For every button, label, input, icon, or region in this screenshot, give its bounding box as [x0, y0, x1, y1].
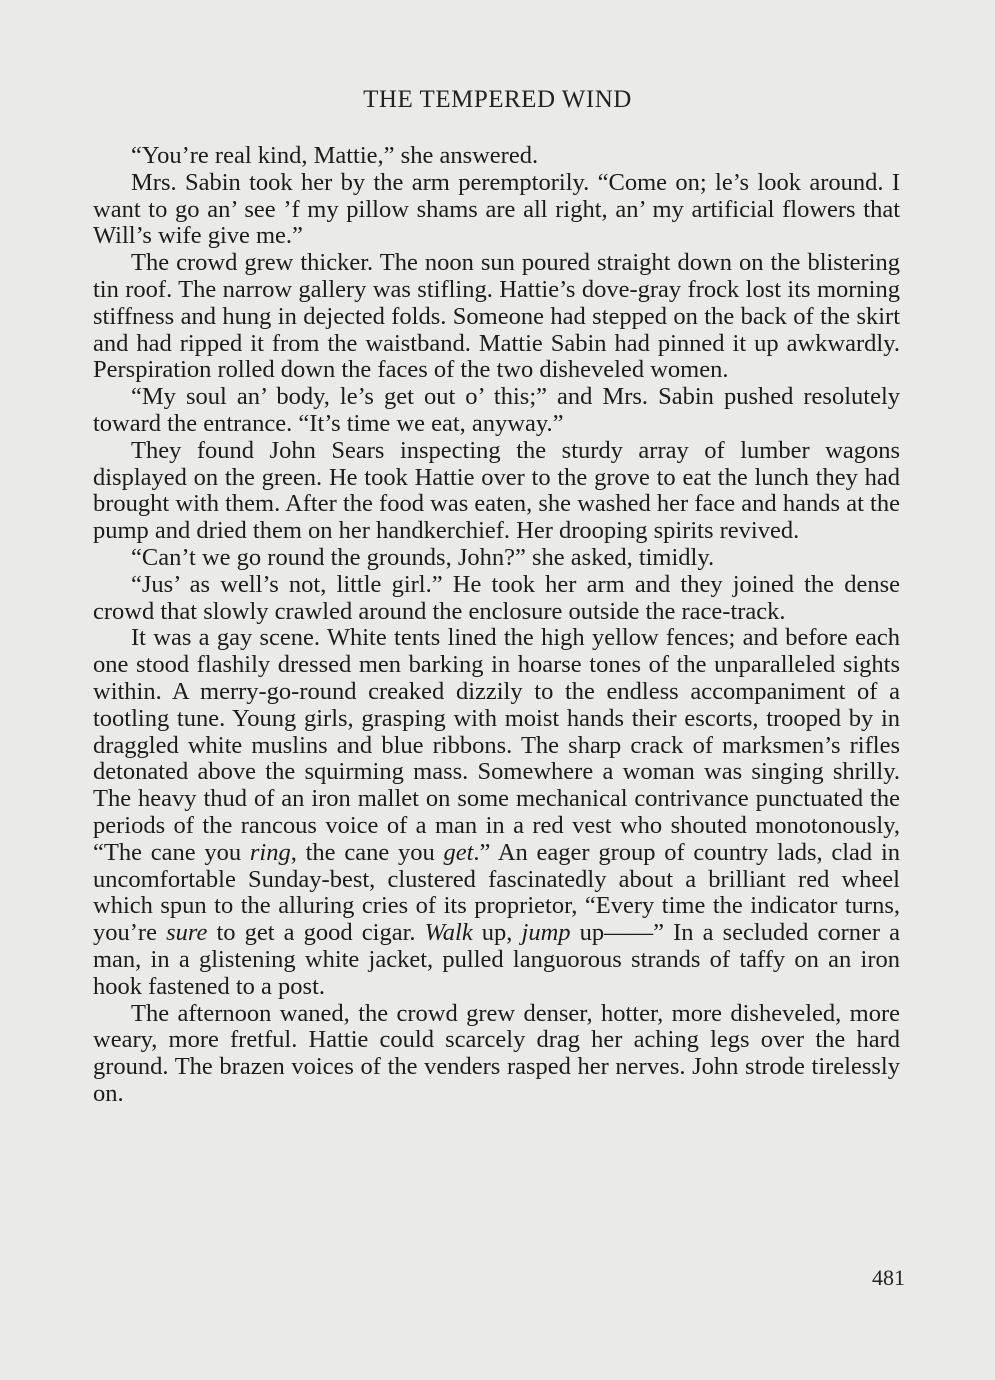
paragraph-8-italic-ring: ring — [249, 838, 291, 866]
paragraph-5: They found John Sears inspecting the sturdy array of lumber wagons displayed on the green. He took Hattie over to the grove to eat the lunch they had brought with them. After the food was eaten, she washed her face and hands at the pump and dried them on her handkerchief. Her drooping spirits revived. — [93, 436, 900, 545]
paragraph-8-italic-walk: Walk — [424, 919, 473, 947]
paragraph-7: “Jus’ as well’s not, little girl.” He took her arm and they joined the dense crowd that slowly crawled around the enclosure outside the race-track. — [93, 570, 900, 625]
paragraph-1: “You’re real kind, Mattie,” she answered. — [131, 142, 539, 169]
paragraph-8-text-6: up——” In a secluded corner a man, in a glistening white jacket, pulled languorous strands of taffy on an iron hook fastened to a post. — [93, 919, 901, 1000]
paragraph-8-text-3: .” An eager group of country lads, clad in uncomfortable Sunday-best, clustered fascinatedly about a brilliant red wheel which spun to the alluring cries of its proprietor, “Every time the indicator turns, you’re — [93, 838, 900, 947]
running-title: THE TEMPERED WIND — [363, 86, 632, 113]
paragraph-8-italic-sure: sure — [166, 919, 208, 947]
paragraph-8-text-5: up, — [472, 919, 522, 947]
paragraph-9: The afternoon waned, the crowd grew denser, hotter, more disheveled, more weary, more fretful. Hattie could scarcely drag her aching legs over the hard ground. The brazen voices of the venders rasped her nerves. John strode tirelessly on. — [93, 999, 900, 1107]
paragraph-2: Mrs. Sabin took her by the arm peremptorily. “Come on; le’s look around. I want to go an’ see ’f my pillow shams are all right, an’ my artificial flowers that Will’s wife give me.” — [93, 168, 900, 250]
paragraph-4: “My soul an’ body, le’s get out o’ this;” and Mrs. Sabin pushed resolutely toward the entrance. “It’s time we eat, anyway.” — [93, 383, 900, 437]
paragraph-8-text-1: It was a gay scene. White tents lined the high yellow fences; and before each one stood flashily dressed men barking in hoarse tones of the unparalleled sights within. A merry-go-round creaked dizzily to the endless accompaniment of a tootling tune. Young girls, grasping with moist hands their escorts, trooped by in draggled white muslins and blue ribbons. The sharp crack of marksmen’s rifles detonated above the squirming mass. Somewhere a woman was singing shrilly. The heavy thud of an iron mallet on some mechanical contrivance punctuated the periods of the rancous voice of a man in a red vest who shouted monotonously, “The cane you — [93, 624, 900, 866]
page-number: 481 — [872, 1265, 905, 1290]
body-text — [93, 143, 900, 1108]
paragraph-8-italic-jump: jump — [521, 919, 571, 947]
paragraph-8-text-2: , the cane you — [290, 838, 444, 866]
paragraph-3: The crowd grew thicker. The noon sun poured straight down on the blistering tin roof. The narrow gallery was stifling. Hattie’s dove-gray frock lost its morning stiffness and hung in dejected folds. Someone had stepped on the back of the skirt and had ripped it from the waistband. Mattie Sabin had pinned it up awkwardly. Perspiration rolled down the faces of the two disheveled women. — [93, 249, 900, 384]
paragraph-8-italic-get: get — [443, 838, 474, 866]
paragraph-8-text-4: to get a good cigar. — [207, 919, 425, 947]
paragraph-8 — [93, 625, 900, 1000]
paragraph-6: “Can’t we go round the grounds, John?” she asked, timidly. — [131, 543, 715, 571]
